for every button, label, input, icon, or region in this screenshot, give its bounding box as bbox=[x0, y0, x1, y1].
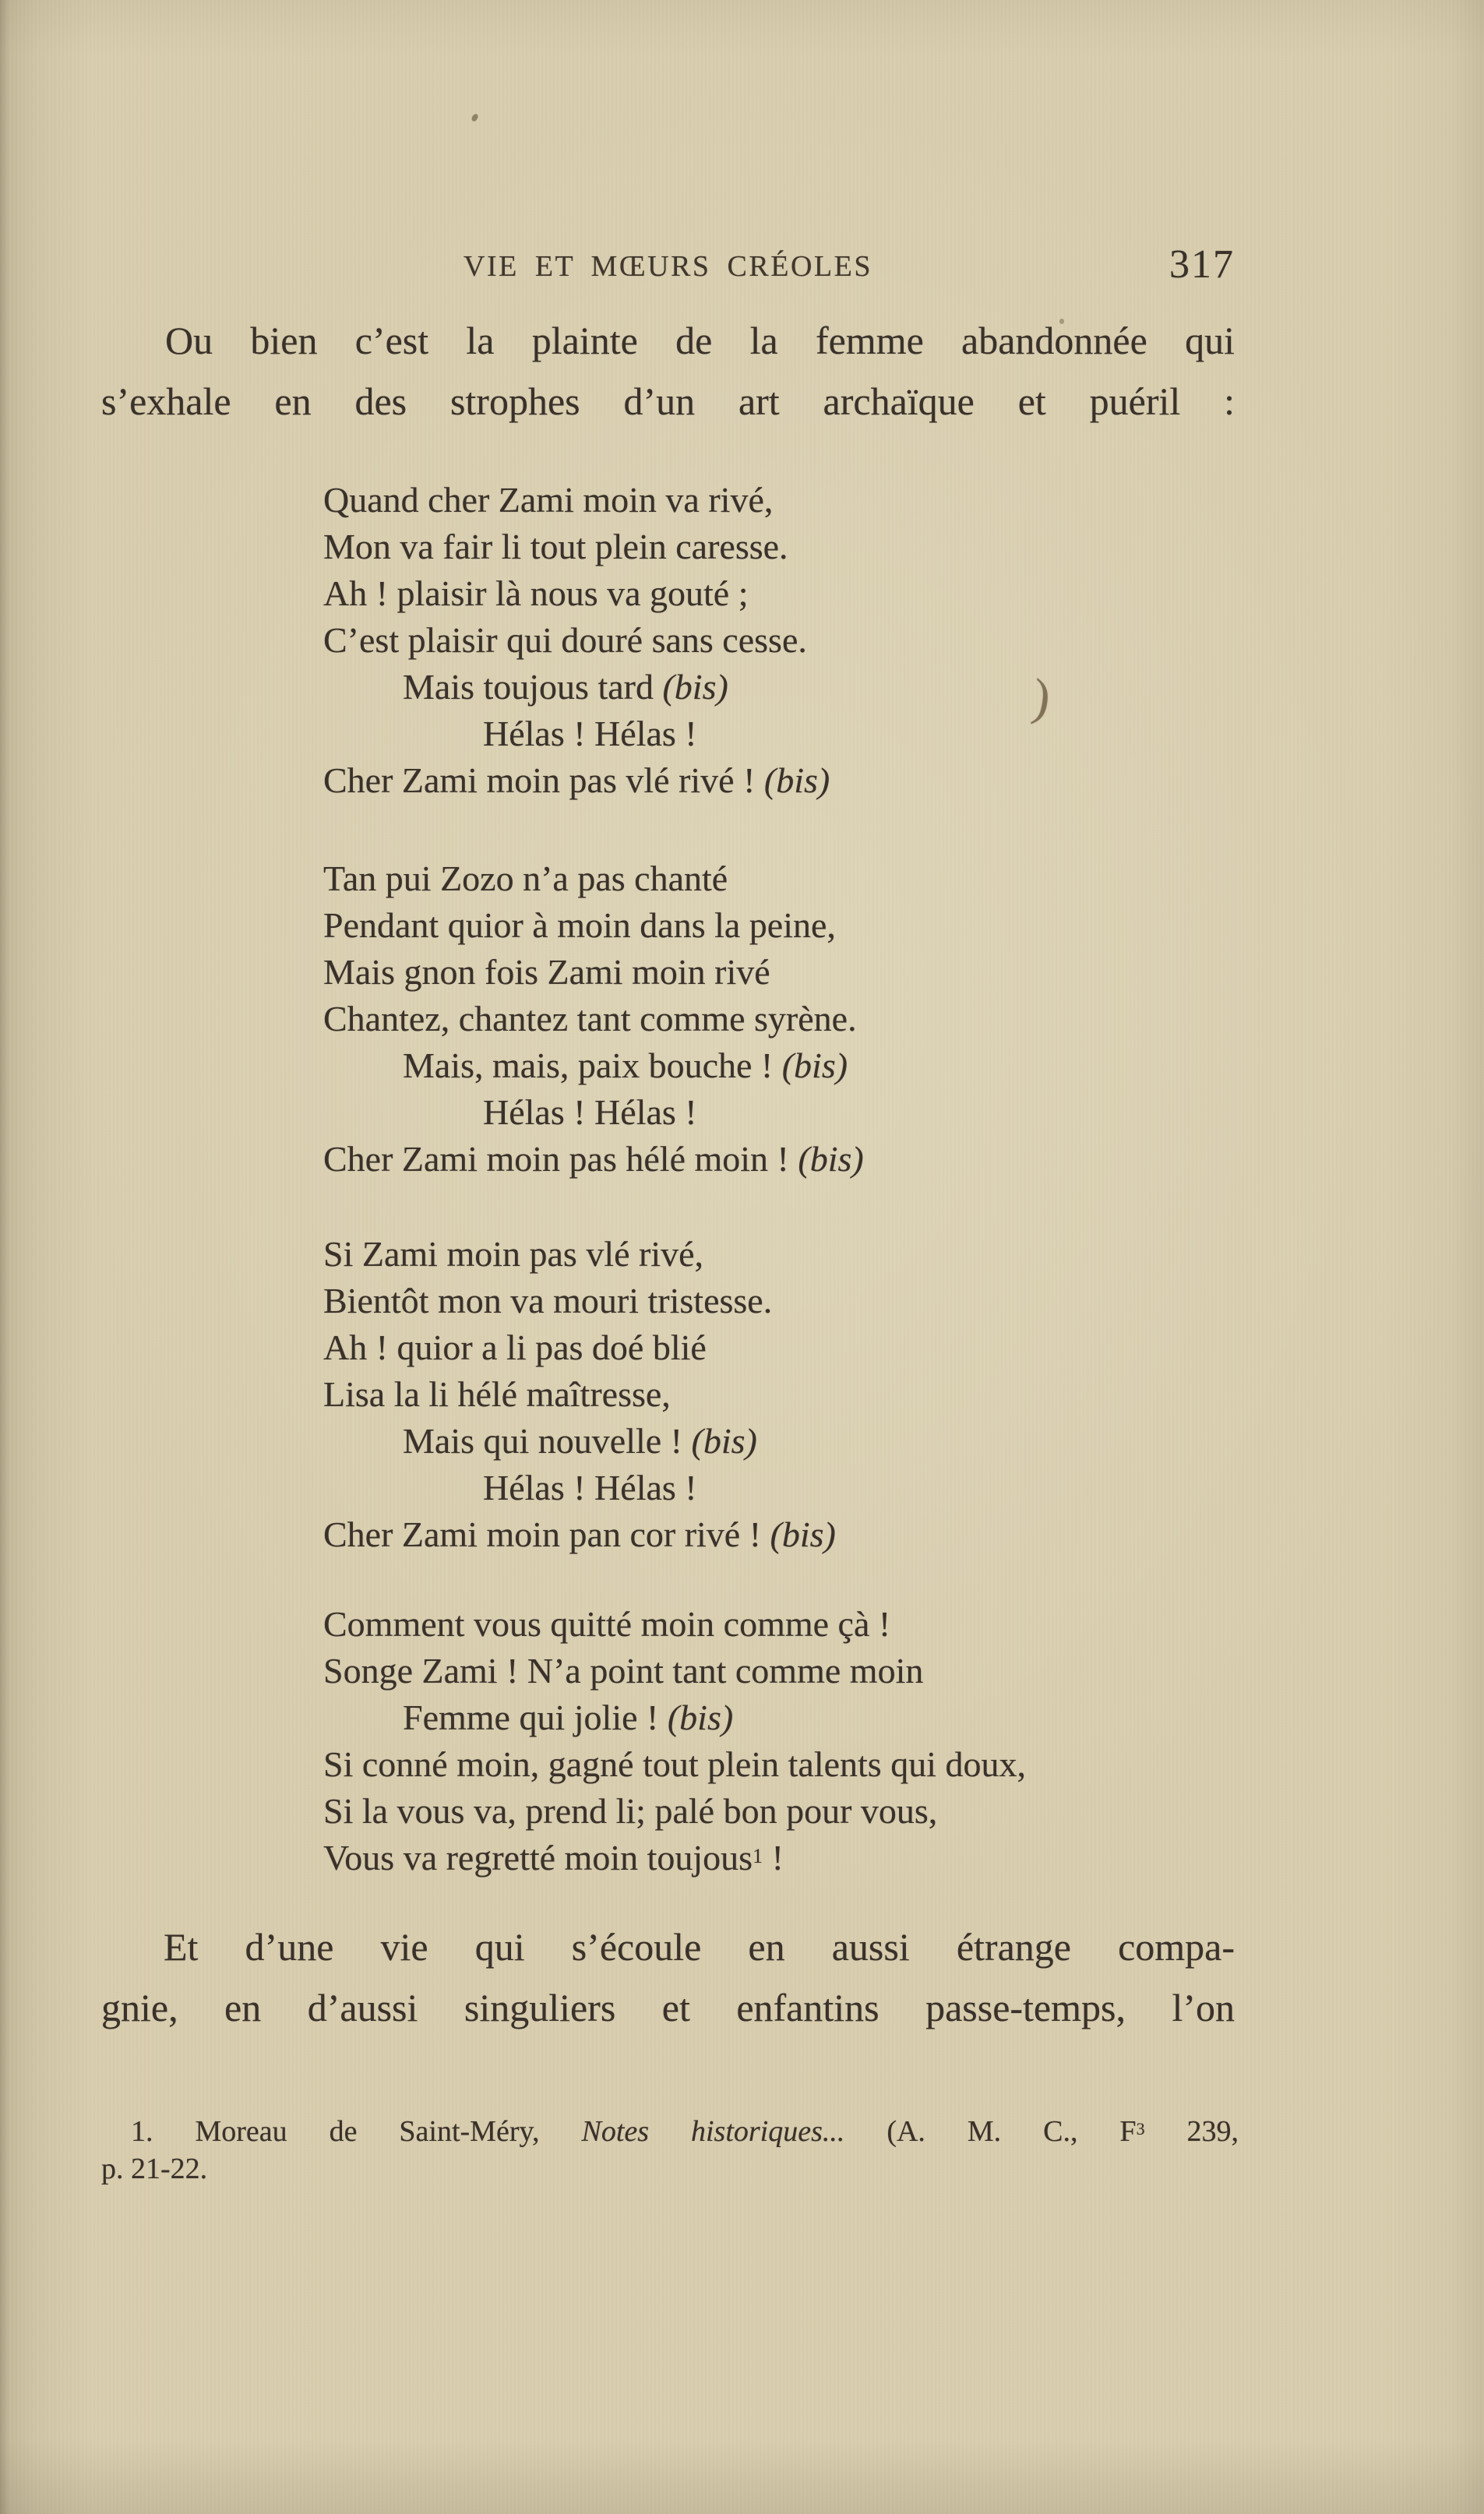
poem-line bbox=[323, 1231, 836, 1278]
poem-line-text: Mais toujous tard bbox=[403, 667, 663, 707]
poem-line-text: Lisa la li hélé maîtresse, bbox=[323, 1374, 671, 1414]
poem-line bbox=[323, 570, 830, 617]
poem-line-text: Ah ! quior a li pas doé blié bbox=[323, 1328, 707, 1367]
poem-line bbox=[323, 524, 830, 570]
footnote-reference-mark: 1 bbox=[753, 1845, 763, 1867]
footnote-author: Moreau de Saint-Méry, bbox=[195, 2115, 582, 2148]
closing-paragraph bbox=[101, 1916, 1235, 2038]
poem-line bbox=[323, 1371, 836, 1418]
bis-marker: (bis) bbox=[770, 1514, 836, 1554]
poem-line-text: Mais qui nouvelle ! bbox=[403, 1421, 692, 1461]
poem-line-text: Cher Zami moin pan cor rivé ! bbox=[323, 1514, 770, 1554]
poem-line-text: Quand cher Zami moin va rivé, bbox=[323, 480, 774, 520]
bis-marker: (bis) bbox=[662, 667, 728, 707]
page-title: VIE ET MŒURS CRÉOLES bbox=[464, 250, 872, 283]
poem-line bbox=[323, 1648, 1026, 1694]
footnote-line: p. 21-22. bbox=[101, 2153, 208, 2185]
paper-speck bbox=[1059, 319, 1064, 324]
poem-refrain-line bbox=[403, 664, 830, 710]
paragraph-line: s’exhale en des strophes d’un art archaïque et puéril : bbox=[101, 379, 1235, 423]
poem-line-text: Chantez, chantez tant comme syrène. bbox=[323, 999, 857, 1038]
paragraph-line: Et d’une vie qui s’écoule en aussi étrange compa- bbox=[164, 1925, 1235, 1969]
poem-line-text: ! bbox=[763, 1838, 784, 1878]
poem-line-text: Mon va fair li tout plein caresse. bbox=[323, 527, 788, 566]
poem-line-text: Songe Zami ! N’a point tant comme moin bbox=[323, 1651, 924, 1691]
poem-refrain-line bbox=[403, 1418, 836, 1465]
poem-refrain-line bbox=[483, 710, 830, 757]
poem-stanza-4 bbox=[323, 1601, 1026, 1881]
footnote-line bbox=[101, 2113, 1239, 2150]
poem-line bbox=[323, 617, 830, 664]
poem-line-text: Hélas ! Hélas ! bbox=[483, 714, 697, 753]
footnote-work-title: Notes historiques... bbox=[581, 2115, 845, 2148]
poem-line-text: Si conné moin, gagné tout plein talents qui doux, bbox=[323, 1744, 1026, 1784]
poem-line bbox=[323, 1511, 836, 1558]
poem-line bbox=[323, 1324, 836, 1371]
poem-line bbox=[323, 757, 830, 804]
poem-line bbox=[323, 1788, 1026, 1835]
bis-marker: (bis) bbox=[798, 1139, 864, 1179]
bis-marker: (bis) bbox=[691, 1421, 757, 1461]
poem-refrain-line bbox=[483, 1465, 836, 1511]
poem-line-text: Si Zami moin pas vlé rivé, bbox=[323, 1234, 704, 1274]
poem-line bbox=[323, 1741, 1026, 1788]
footnote-archive-ref: 239, bbox=[1144, 2115, 1239, 2148]
poem-line bbox=[323, 1136, 864, 1183]
footnote bbox=[101, 2113, 1239, 2188]
poem-line-text: Hélas ! Hélas ! bbox=[483, 1092, 697, 1132]
poem-line-text: Mais gnon fois Zami moin rivé bbox=[323, 952, 770, 992]
poem-line bbox=[323, 902, 864, 949]
poem-line-text: Bientôt mon va mouri tristesse. bbox=[323, 1281, 773, 1320]
poem-stanza-3 bbox=[323, 1231, 836, 1558]
poem-line-text: Si la vous va, prend li; palé bon pour vous, bbox=[323, 1791, 938, 1831]
bis-marker: (bis) bbox=[667, 1698, 734, 1737]
poem-line-text: Pendant quior à moin dans la peine, bbox=[323, 905, 836, 945]
footnote-number: 1. bbox=[131, 2115, 196, 2148]
footnote-archive-ref: (A. M. C., F bbox=[844, 2115, 1137, 2148]
poem-line-text: Hélas ! Hélas ! bbox=[483, 1468, 697, 1507]
poem-line-text: Mais, mais, paix bouche ! bbox=[403, 1045, 782, 1085]
poem-line-text: C’est plaisir qui douré sans cesse. bbox=[323, 620, 807, 660]
poem-line bbox=[323, 996, 864, 1042]
poem-line bbox=[323, 477, 830, 524]
paper-speck bbox=[471, 113, 478, 122]
poem-refrain-line bbox=[403, 1042, 864, 1089]
poem-line bbox=[323, 1601, 1026, 1648]
poem-refrain-line bbox=[403, 1694, 1026, 1741]
bis-marker: (bis) bbox=[763, 760, 830, 800]
page-number: 317 bbox=[1169, 242, 1235, 287]
stray-ink-mark: ) bbox=[1029, 668, 1055, 728]
poem-stanza-1 bbox=[323, 477, 830, 804]
poem-line-text: Cher Zami moin pas hélé moin ! bbox=[323, 1139, 798, 1179]
poem-refrain-line bbox=[483, 1089, 864, 1136]
poem-line bbox=[323, 1278, 836, 1324]
paragraph-line: Ou bien c’est la plainte de la femme abandonnée qui bbox=[165, 319, 1235, 362]
poem-line-text: Vous va regretté moin toujous bbox=[323, 1838, 753, 1878]
poem-line-text: Ah ! plaisir là nous va gouté ; bbox=[323, 573, 749, 613]
paragraph-line: gnie, en d’aussi singuliers et enfantins passe-temps, l’on bbox=[101, 1986, 1235, 2029]
poem-line bbox=[323, 1835, 1026, 1881]
running-head bbox=[101, 242, 1235, 304]
poem-line-text: Femme qui jolie ! bbox=[403, 1698, 668, 1737]
poem-stanza-2 bbox=[323, 855, 864, 1183]
poem-line-text: Cher Zami moin pas vlé rivé ! bbox=[323, 760, 764, 800]
poem-line bbox=[323, 855, 864, 902]
archive-superscript: 3 bbox=[1136, 2119, 1145, 2138]
intro-paragraph bbox=[101, 310, 1235, 432]
poem-line-text: Tan pui Zozo n’a pas chanté bbox=[323, 859, 728, 898]
poem-line bbox=[323, 949, 864, 996]
poem-line-text: Comment vous quitté moin comme çà ! bbox=[323, 1604, 891, 1644]
bis-marker: (bis) bbox=[781, 1045, 848, 1085]
